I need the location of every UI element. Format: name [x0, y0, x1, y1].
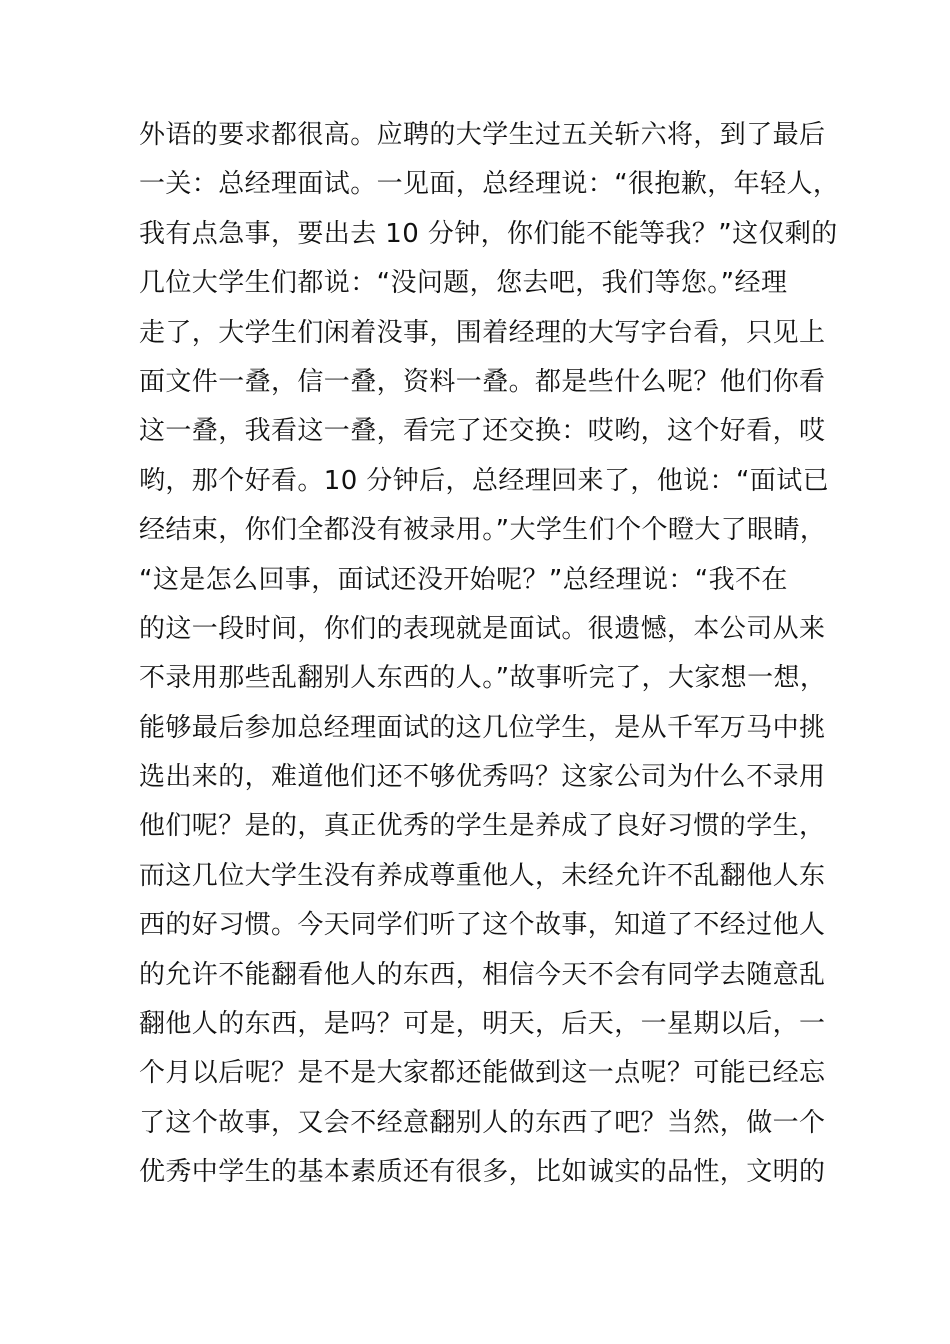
- text-line: 一关：总经理面试。一见面，总经理说：“很抱歉，年轻人，: [139, 169, 840, 200]
- text-line: 选出来的，难道他们还不够优秀吗？这家公司为什么不录用: [139, 762, 826, 793]
- text-line: 的这一段时间，你们的表现就是面试。很遗憾，本公司从来: [139, 613, 826, 644]
- body-text: [139, 111, 839, 1198]
- text-line: 优秀中学生的基本素质还有很多，比如诚实的品性，文明的: [139, 1157, 826, 1188]
- text-line: 几位大学生们都说：“没问题，您去吧，我们等您。”经理: [139, 268, 788, 299]
- text-line: 西的好习惯。今天同学们听了这个故事，知道了不经过他人: [139, 910, 826, 941]
- text-line: 个月以后呢？是不是大家都还能做到这一点呢？可能已经忘: [139, 1058, 826, 1089]
- text-line: 这一叠，我看这一叠，看完了还交换：哎哟，这个好看，哎: [139, 416, 826, 447]
- text-line: 而这几位大学生没有养成尊重他人，未经允许不乱翻他人东: [139, 860, 826, 891]
- text-line: 翻他人的东西，是吗？可是，明天，后天，一星期以后，一: [139, 1009, 826, 1040]
- text-line: 外语的要求都很高。应聘的大学生过五关斩六将，到了最后: [139, 120, 826, 150]
- text-line: 经结束，你们全都没有被录用。”大学生们个个瞪大了眼睛，: [139, 515, 827, 546]
- text-line: 了这个故事，又会不经意翻别人的东西了吧？当然，做一个: [139, 1107, 826, 1138]
- text-line: 走了，大学生们闲着没事，围着经理的大写字台看，只见上: [139, 317, 826, 348]
- text-line: 我有点急事，要出去 10 分钟，你们能不能等我？”这仅剩的: [139, 218, 838, 249]
- text-line: 面文件一叠，信一叠，资料一叠。都是些什么呢？他们你看: [139, 366, 826, 397]
- text-line: 他们呢？是的，真正优秀的学生是养成了良好习惯的学生，: [139, 811, 826, 842]
- text-line: 的允许不能翻看他人的东西，相信今天不会有同学去随意乱: [139, 959, 826, 990]
- text-line: “这是怎么回事，面试还没开始呢？”总经理说：“我不在: [139, 564, 788, 595]
- text-line: 能够最后参加总经理面试的这几位学生，是从千军万马中挑: [139, 712, 826, 743]
- text-line: 哟，那个好看。10 分钟后，总经理回来了，他说：“面试已: [139, 465, 830, 496]
- text-line: 不录用那些乱翻别人东西的人。”故事听完了，大家想一想，: [139, 663, 827, 694]
